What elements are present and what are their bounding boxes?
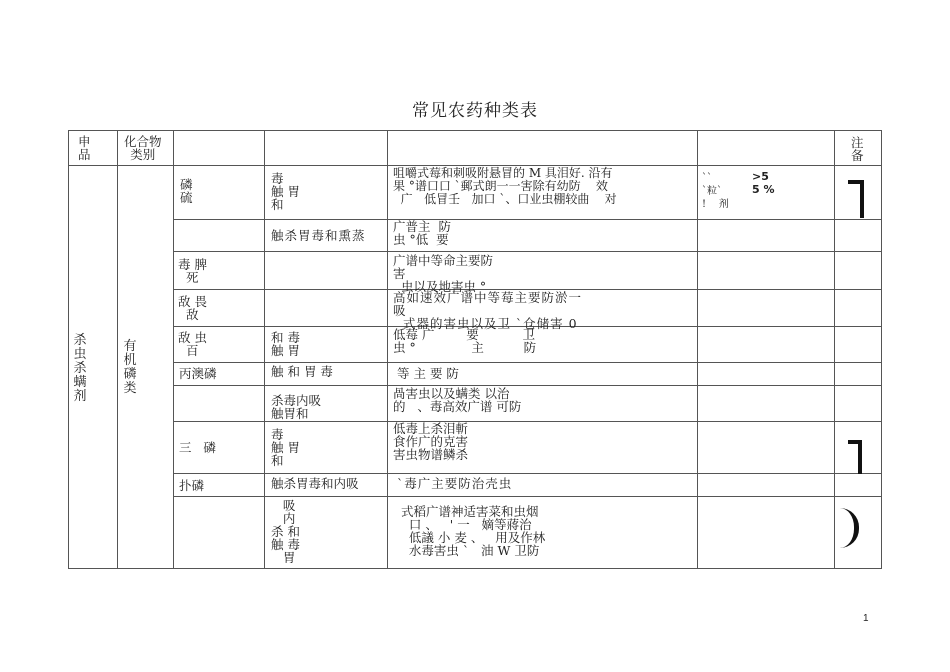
row-action: 和 毒 触 胃 [271, 330, 300, 358]
table-row-line [173, 385, 882, 386]
table-row-line [173, 421, 882, 422]
row-desc: 咼害虫以及螨类 以治 的 、毒高效广谱 可防 [393, 386, 522, 414]
row-extra-mark: >5 5 % [752, 170, 775, 196]
document-title: 常见农药种类表 [412, 101, 538, 121]
row-name: 毒 脾 死 [178, 257, 207, 285]
row-desc: 低毒上杀泪斬 食作广的克害 害虫物谱鳞杀 [393, 421, 469, 462]
table-col-line [697, 130, 698, 568]
row-desc: 等 主 要 防 [397, 366, 459, 381]
row-name: 磷 硫 [180, 177, 193, 205]
row-action: 毒 触 胃 和 [271, 171, 300, 212]
row-desc: 低莓 广 要 卫 虫 ° 主 防 [393, 327, 537, 355]
table-row-line [173, 251, 882, 252]
table-col-line [834, 130, 835, 568]
row-name: 扑磷 [179, 478, 205, 493]
row-name: 丙澳磷 [179, 366, 217, 381]
header-note: 注 备 [851, 135, 864, 163]
row-action: 触杀胃毒和内吸 [271, 476, 359, 491]
page-number: 1 [863, 613, 869, 624]
row-name: 敌 畏 敌 [178, 294, 207, 322]
table-col-line [173, 130, 174, 568]
row-desc: 广普主 防 虫 °低 要 [393, 219, 451, 247]
row-action: 毒 触 胃 和 [271, 427, 300, 468]
class-cell: 有机磷类 [123, 339, 137, 396]
table-col-line [117, 130, 118, 568]
row-action: 吸 内 杀 和 触 毒 胃 [271, 498, 300, 565]
table-row-line [173, 362, 882, 363]
bracket-mark [848, 180, 864, 218]
header-product: 申 品 [78, 134, 91, 162]
row-action: 杀毒内吸 触胃和 [271, 393, 322, 421]
table-border-bottom [68, 568, 882, 569]
row-desc: `毒广主要防治壳虫 [397, 476, 513, 491]
header-compound-class: 化合物 类别 [124, 134, 162, 162]
table-row-line [173, 496, 882, 497]
row-action: 触 和 胃 毒 [271, 364, 333, 379]
row-desc: 式稻广谱神适害菜和虫烟 口 、 ' 一 嫡等蔣治 低議 小 麦 、 用及作林 水毒害虫 ` 油 W 卫防 [400, 504, 546, 558]
table-row-line [173, 473, 882, 474]
row-desc: 高如速效广谱中等莓主要防淤一 吸 式器的害虫以及卫 `仓储害 0 [393, 290, 583, 331]
table-row-line [173, 219, 882, 220]
row-name: 三 磷 [179, 440, 216, 455]
bracket-mark [848, 440, 862, 474]
row-name: 敌 虫 百 [178, 330, 207, 358]
row-action: 触杀胃毒和熏蒸 [271, 228, 366, 243]
row-extra: `` `粒` ! 剂 [702, 173, 729, 210]
table-col-line [264, 130, 265, 568]
table-border-left [68, 130, 69, 568]
row-desc: 咀嚼式莓和刺吸附悬冒的 M 具泪好. 沿有 果 °谱口口 `郵式朗一一害除有幼防 效 广 低冒壬 加口 `、口业虫棚较曲 对 [393, 166, 617, 206]
table-border-right [881, 130, 882, 568]
row-desc: 广谱中等命主要防 害 虫以及地害虫 ° [393, 253, 494, 294]
category-cell: 杀虫杀螨剂 [73, 333, 87, 404]
table-border-top [68, 130, 882, 131]
table-col-line [387, 130, 388, 568]
